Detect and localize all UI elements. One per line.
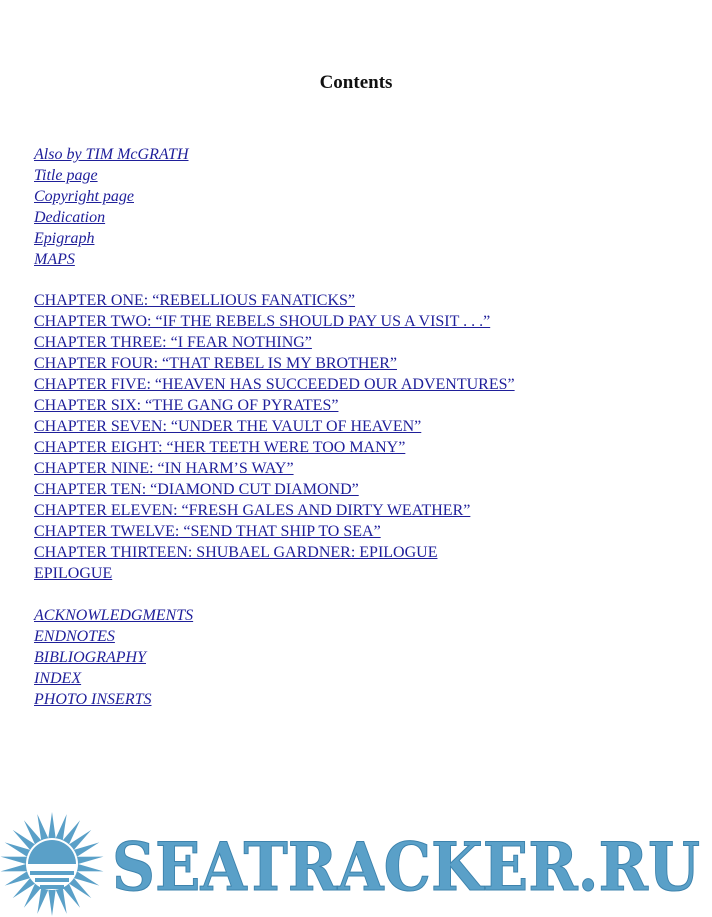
watermark-text: SEATRACKER.RU: [112, 828, 700, 906]
toc-link-chapter-1[interactable]: CHAPTER ONE: “REBELLIOUS FANATICKS”: [34, 292, 356, 309]
toc-link-chapter-8[interactable]: CHAPTER EIGHT: “HER TEETH WERE TOO MANY”: [34, 439, 406, 456]
front-matter-list: [34, 144, 189, 270]
toc-link-index[interactable]: INDEX: [34, 670, 82, 687]
page-title: Contents: [319, 72, 393, 93]
toc-link-chapter-6[interactable]: CHAPTER SIX: “THE GANG OF PYRATES”: [34, 397, 339, 414]
toc-item: [34, 228, 189, 249]
toc-link-epilogue[interactable]: EPILOGUE: [34, 565, 113, 582]
toc-item: [34, 647, 193, 668]
toc-item: [34, 249, 189, 270]
toc-item: [34, 689, 193, 710]
toc-item: [34, 395, 515, 416]
toc-item: [34, 353, 515, 374]
toc-link-chapter-3[interactable]: CHAPTER THREE: “I FEAR NOTHING”: [34, 334, 312, 351]
toc-item: [34, 332, 515, 353]
toc-item: [34, 290, 515, 311]
toc-link-dedication[interactable]: Dedication: [34, 209, 106, 226]
toc-item: [34, 374, 515, 395]
toc-link-acknowledgments[interactable]: ACKNOWLEDGMENTS: [34, 607, 194, 624]
toc-link-maps[interactable]: MAPS: [34, 251, 75, 268]
watermark: [0, 808, 712, 917]
sun-logo-icon: [1, 812, 104, 916]
toc-item: [34, 479, 515, 500]
toc-item: [34, 416, 515, 437]
toc-item: [34, 144, 189, 165]
toc-item: [34, 311, 515, 332]
toc-link-bibliography[interactable]: BIBLIOGRAPHY: [34, 649, 146, 666]
toc-item: [34, 563, 515, 584]
toc-item: [34, 207, 189, 228]
back-matter-list: [34, 605, 193, 710]
toc-link-epigraph[interactable]: Epigraph: [34, 230, 95, 247]
toc-item: [34, 542, 515, 563]
toc-link-title-page[interactable]: Title page: [34, 167, 98, 184]
toc-item: [34, 458, 515, 479]
toc-item: [34, 521, 515, 542]
toc-link-chapter-11[interactable]: CHAPTER ELEVEN: “FRESH GALES AND DIRTY WEATHER”: [34, 502, 471, 519]
toc-item: [34, 500, 515, 521]
toc-link-chapter-5[interactable]: CHAPTER FIVE: “HEAVEN HAS SUCCEEDED OUR ADVENTURES”: [34, 376, 515, 393]
toc-link-chapter-13[interactable]: CHAPTER THIRTEEN: SHUBAEL GARDNER: EPILOGUE: [34, 544, 438, 561]
toc-item: [34, 626, 193, 647]
toc-item: [34, 605, 193, 626]
toc-link-also-by[interactable]: Also by TIM McGRATH: [34, 146, 189, 163]
toc-link-chapter-7[interactable]: CHAPTER SEVEN: “UNDER THE VAULT OF HEAVEN”: [34, 418, 422, 435]
toc-link-chapter-9[interactable]: CHAPTER NINE: “IN HARM’S WAY”: [34, 460, 294, 477]
toc-link-photo-inserts[interactable]: PHOTO INSERTS: [34, 691, 152, 708]
toc-item: [34, 165, 189, 186]
chapters-list: [34, 290, 515, 584]
toc-link-endnotes[interactable]: ENDNOTES: [34, 628, 115, 645]
toc-link-copyright-page[interactable]: Copyright page: [34, 188, 134, 205]
toc-link-chapter-4[interactable]: CHAPTER FOUR: “THAT REBEL IS MY BROTHER”: [34, 355, 397, 372]
toc-link-chapter-2[interactable]: CHAPTER TWO: “IF THE REBELS SHOULD PAY US A VISIT . . .”: [34, 313, 491, 330]
toc-item: [34, 186, 189, 207]
toc-link-chapter-12[interactable]: CHAPTER TWELVE: “SEND THAT SHIP TO SEA”: [34, 523, 381, 540]
toc-link-chapter-10[interactable]: CHAPTER TEN: “DIAMOND CUT DIAMOND”: [34, 481, 359, 498]
toc-item: [34, 668, 193, 689]
toc-item: [34, 437, 515, 458]
